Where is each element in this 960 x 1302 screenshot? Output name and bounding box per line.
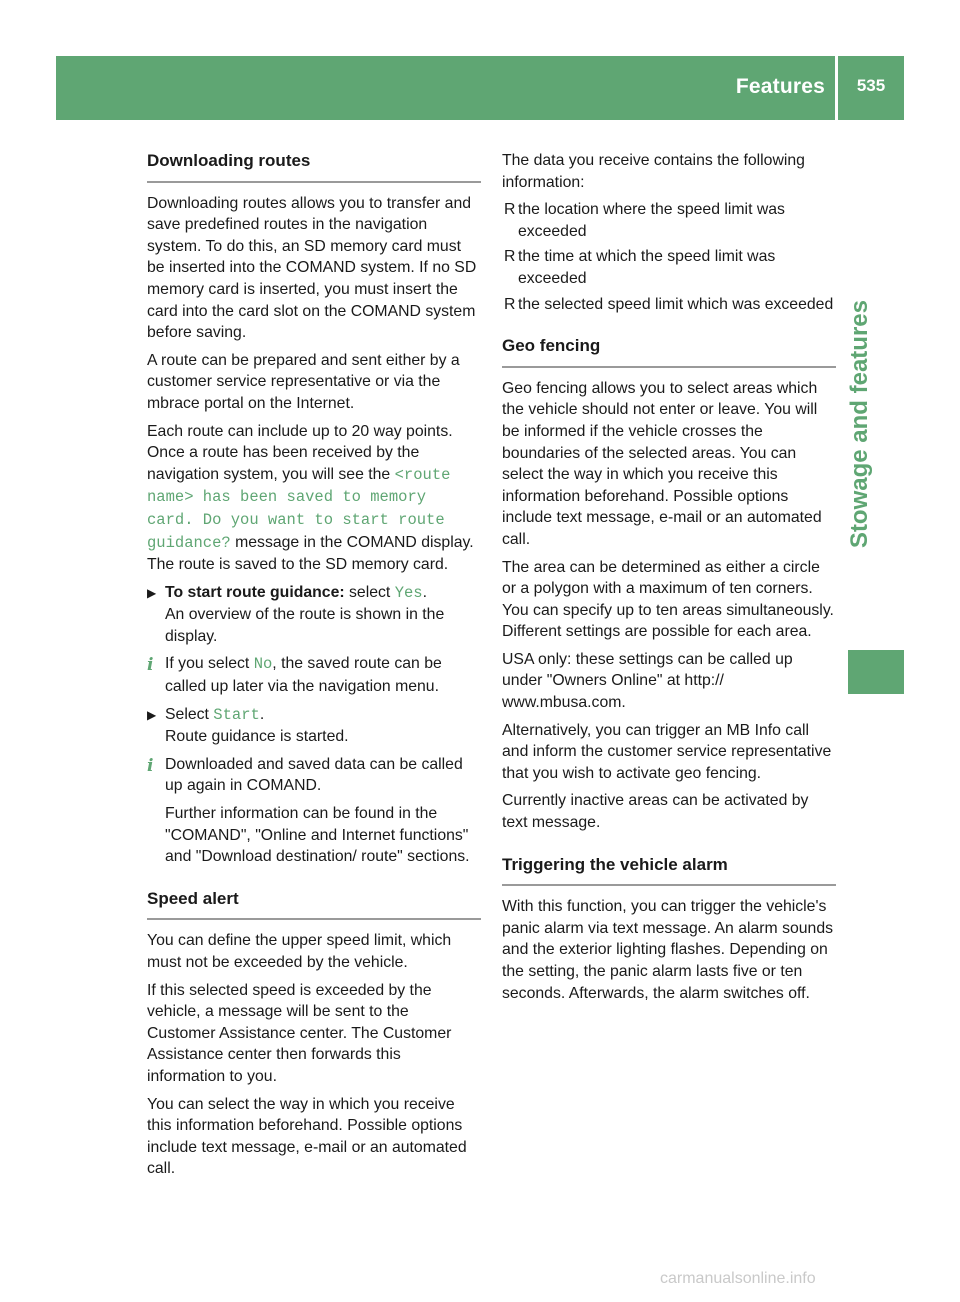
bullet-icon: R <box>504 248 516 266</box>
menu-option-yes: Yes <box>394 583 423 602</box>
paragraph: Downloading routes allows you to transfer and save predefined routes in the navigation system. To do this, an SD memory card must be inserted into the COMAND system. If no SD memory card is inserted, you must insert the card into the card slot on the COMAND system before saving. <box>147 194 477 342</box>
arrow-icon: ▶ <box>147 707 157 722</box>
header-bar <box>56 56 904 120</box>
chapter-marker <box>848 650 904 694</box>
header-section <box>704 56 904 120</box>
page-number: 535 <box>856 76 886 95</box>
text: , the saved route can be called up later via the navigation menu. <box>165 655 442 696</box>
list-item-text: the location where the speed limit was exceeded <box>518 201 785 240</box>
paragraph: The data you receive contains the following information: <box>502 152 805 191</box>
list-item <box>502 294 836 316</box>
info-note <box>147 754 481 868</box>
section-title: Features <box>735 75 825 98</box>
section-heading: Triggering the vehicle alarm <box>502 854 836 887</box>
instruction-step <box>147 582 481 648</box>
speed-alert-section <box>147 888 481 1180</box>
paragraph: If this selected speed is exceeded by the vehicle, a message will be sent to the Customer Assistance center. The Customer Assistance center then forwards this information to you. <box>147 981 452 1085</box>
geo-fencing-section <box>502 335 836 833</box>
paragraph: You can define the upper speed limit, which must not be exceeded by the vehicle. <box>147 932 452 971</box>
vehicle-alarm-section <box>502 854 836 1005</box>
info-icon: i <box>147 655 154 676</box>
downloading-routes-section <box>147 150 481 868</box>
list-item-text: the selected speed limit which was exceeded <box>518 295 834 313</box>
display-message: <route name> has been saved to memory card. Do you want to start route guidance? <box>147 465 451 552</box>
text: Select <box>165 705 214 723</box>
section-heading: Geo fencing <box>502 335 836 368</box>
paragraph: Geo fencing allows you to select areas which the vehicle should not enter or leave. You will be informed if the vehicle crosses the boundaries of the selected areas. You can select the way in which you receive this information beforehand. Possible options include text message, e-mail or an automated call. <box>502 379 822 548</box>
bullet-icon: R <box>504 295 516 313</box>
step-result: An overview of the route is shown in the display. <box>165 606 445 645</box>
menu-option-no: No <box>253 655 273 674</box>
right-column <box>502 150 836 1010</box>
paragraph: Further information can be found in the "COMAND", "Online and Internet functions" and "Download destination/ route" sections. <box>165 805 470 866</box>
paragraph: With this function, you can trigger the vehicle's panic alarm via text message. An alarm sounds and the exterior lighting flashes. Depending on the setting, the panic alarm lasts five or ten seconds. Afterwards, the alarm switches off. <box>502 898 834 1002</box>
paragraph: Currently inactive areas can be activated by text message. <box>502 792 809 832</box>
info-note <box>147 653 481 697</box>
chapter-tab <box>842 300 878 640</box>
paragraph <box>147 421 481 576</box>
left-column <box>147 150 481 1186</box>
paragraph: The area can be determined as either a circle or a polygon with a maximum of ten corners. You can specify up to ten areas simultaneously. Different settings are possible for each area. <box>502 558 834 641</box>
section-heading: Downloading routes <box>147 150 481 183</box>
info-icon: i <box>147 755 154 776</box>
list-item <box>502 199 836 242</box>
text: If you select <box>165 655 254 673</box>
section-heading: Speed alert <box>147 888 481 921</box>
bullet-icon: R <box>504 201 516 219</box>
watermark: carmanualsonline.info <box>660 1270 816 1287</box>
paragraph: A route can be prepared and sent either by a customer service representative or via the mbrace portal on the Internet. <box>147 351 460 412</box>
text: . <box>422 583 427 601</box>
arrow-icon: ▶ <box>147 585 157 600</box>
text: select <box>344 583 395 601</box>
step-label: To start route guidance: <box>165 583 345 601</box>
text: message in the COMAND display. The route is saved to the SD memory card. <box>147 533 474 574</box>
text: . <box>259 705 265 723</box>
list-item-text: the time at which the speed limit was exceeded <box>518 248 776 287</box>
menu-option-start: Start <box>213 705 260 724</box>
paragraph: USA only: these settings can be called up under "Owners Online" at http:// www.mbusa.com. <box>502 650 793 712</box>
text: Each route can include up to 20 way points. Once a route has been received by the navigation system, you will see the <box>147 422 453 483</box>
paragraph: Alternatively, you can trigger an MB Info call and inform the customer service representative that you wish to activate geo fencing. <box>502 721 832 782</box>
step-result: Route guidance is started. <box>165 728 349 746</box>
list-item <box>502 246 836 289</box>
instruction-step <box>147 704 481 748</box>
paragraph: Downloaded and saved data can be called up again in COMAND. <box>165 755 463 795</box>
paragraph: You can select the way in which you receive this information beforehand. Possible options include text message, e-mail or an automated call. <box>147 1095 467 1178</box>
chapter-label: Stowage and features <box>846 300 873 549</box>
